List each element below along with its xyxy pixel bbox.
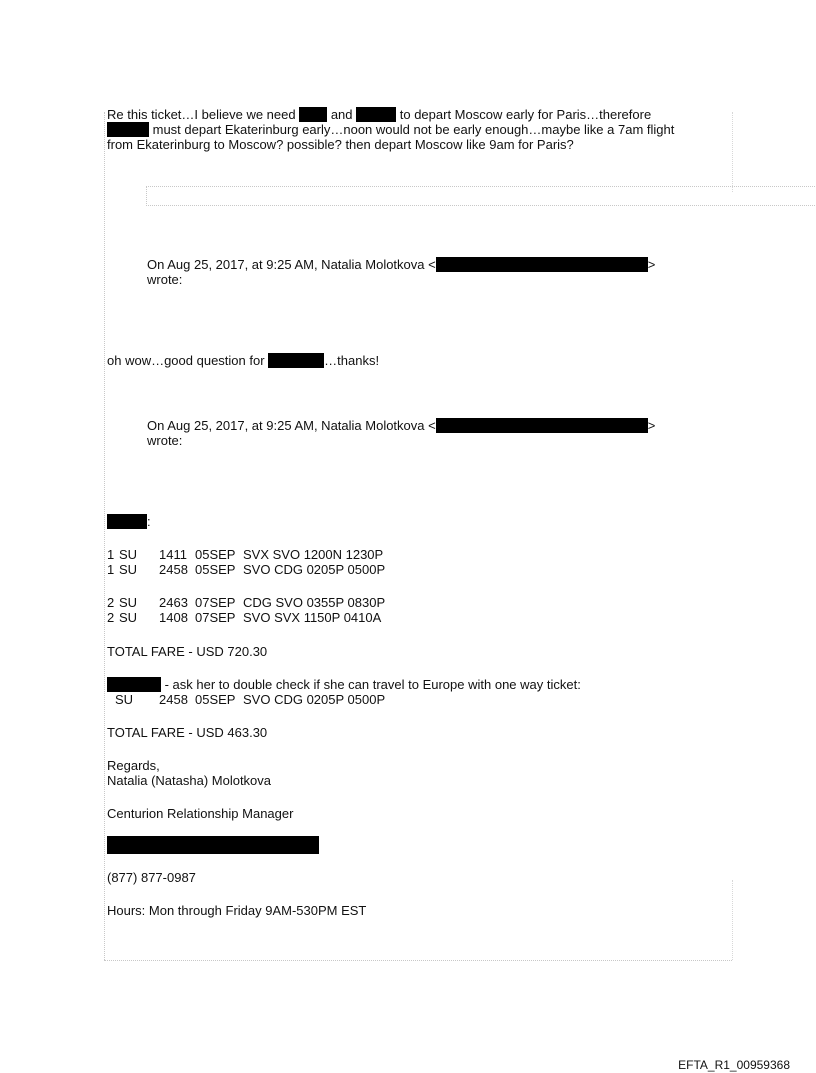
quote2-wrote: wrote: xyxy=(147,433,183,448)
redaction-block xyxy=(107,122,149,137)
redaction-block xyxy=(436,257,648,272)
fare-note: - ask her to double check if she can travel to Europe with one way ticket: xyxy=(107,677,581,692)
reply1-line2: must depart Ekaterinburg early…noon would not be early enough…maybe like a 7am flight xyxy=(107,122,674,137)
itinerary-leg: 1 SU 1411 05SEP SVX SVO 1200N 1230P xyxy=(107,547,384,562)
sender-name: Natalia (Natasha) Molotkova xyxy=(107,773,272,788)
border-bottom xyxy=(104,960,732,961)
quote1-header: On Aug 25, 2017, at 9:25 AM, Natalia Molotkova < > xyxy=(147,257,656,272)
redaction-block xyxy=(107,836,319,854)
salutation: : xyxy=(107,514,151,529)
border-right xyxy=(732,112,733,192)
redaction-block xyxy=(107,514,147,529)
reply1-line3: from Ekaterinburg to Moscow? possible? then depart Moscow like 9am for Paris? xyxy=(107,137,574,152)
regards: Regards, xyxy=(107,758,160,773)
sender-title: Centurion Relationship Manager xyxy=(107,806,294,821)
redaction-block xyxy=(299,107,327,122)
hours: Hours: Mon through Friday 9AM-530PM EST xyxy=(107,903,367,918)
quote1-wrote: wrote: xyxy=(147,272,183,287)
phone: (877) 877-0987 xyxy=(107,870,196,885)
reply2: oh wow…good question for …thanks! xyxy=(107,353,380,368)
document-id: EFTA_R1_00959368 xyxy=(678,1058,790,1072)
quote2-header: On Aug 25, 2017, at 9:25 AM, Natalia Molotkova < > xyxy=(147,418,656,433)
reply1-line1: Re this ticket…I believe we need and to depart Moscow early for Paris…therefore xyxy=(107,107,652,122)
total-fare-oneway: TOTAL FARE - USD 463.30 xyxy=(107,725,268,740)
oneway-leg: SU 2458 05SEP SVO CDG 0205P 0500P xyxy=(115,692,386,707)
itinerary-leg: 1 SU 2458 05SEP SVO CDG 0205P 0500P xyxy=(107,562,386,577)
border-right-lower xyxy=(732,880,733,960)
itinerary-leg: 2 SU 1408 07SEP SVO SVX 1150P 0410A xyxy=(107,610,382,625)
redaction-block xyxy=(268,353,324,368)
redaction-block xyxy=(356,107,396,122)
border-left xyxy=(104,112,105,960)
redaction-block xyxy=(107,836,319,854)
total-fare: TOTAL FARE - USD 720.30 xyxy=(107,644,268,659)
redaction-block xyxy=(436,418,648,433)
quote-box xyxy=(146,186,816,206)
itinerary-leg: 2 SU 2463 07SEP CDG SVO 0355P 0830P xyxy=(107,595,386,610)
redaction-block xyxy=(107,677,161,692)
